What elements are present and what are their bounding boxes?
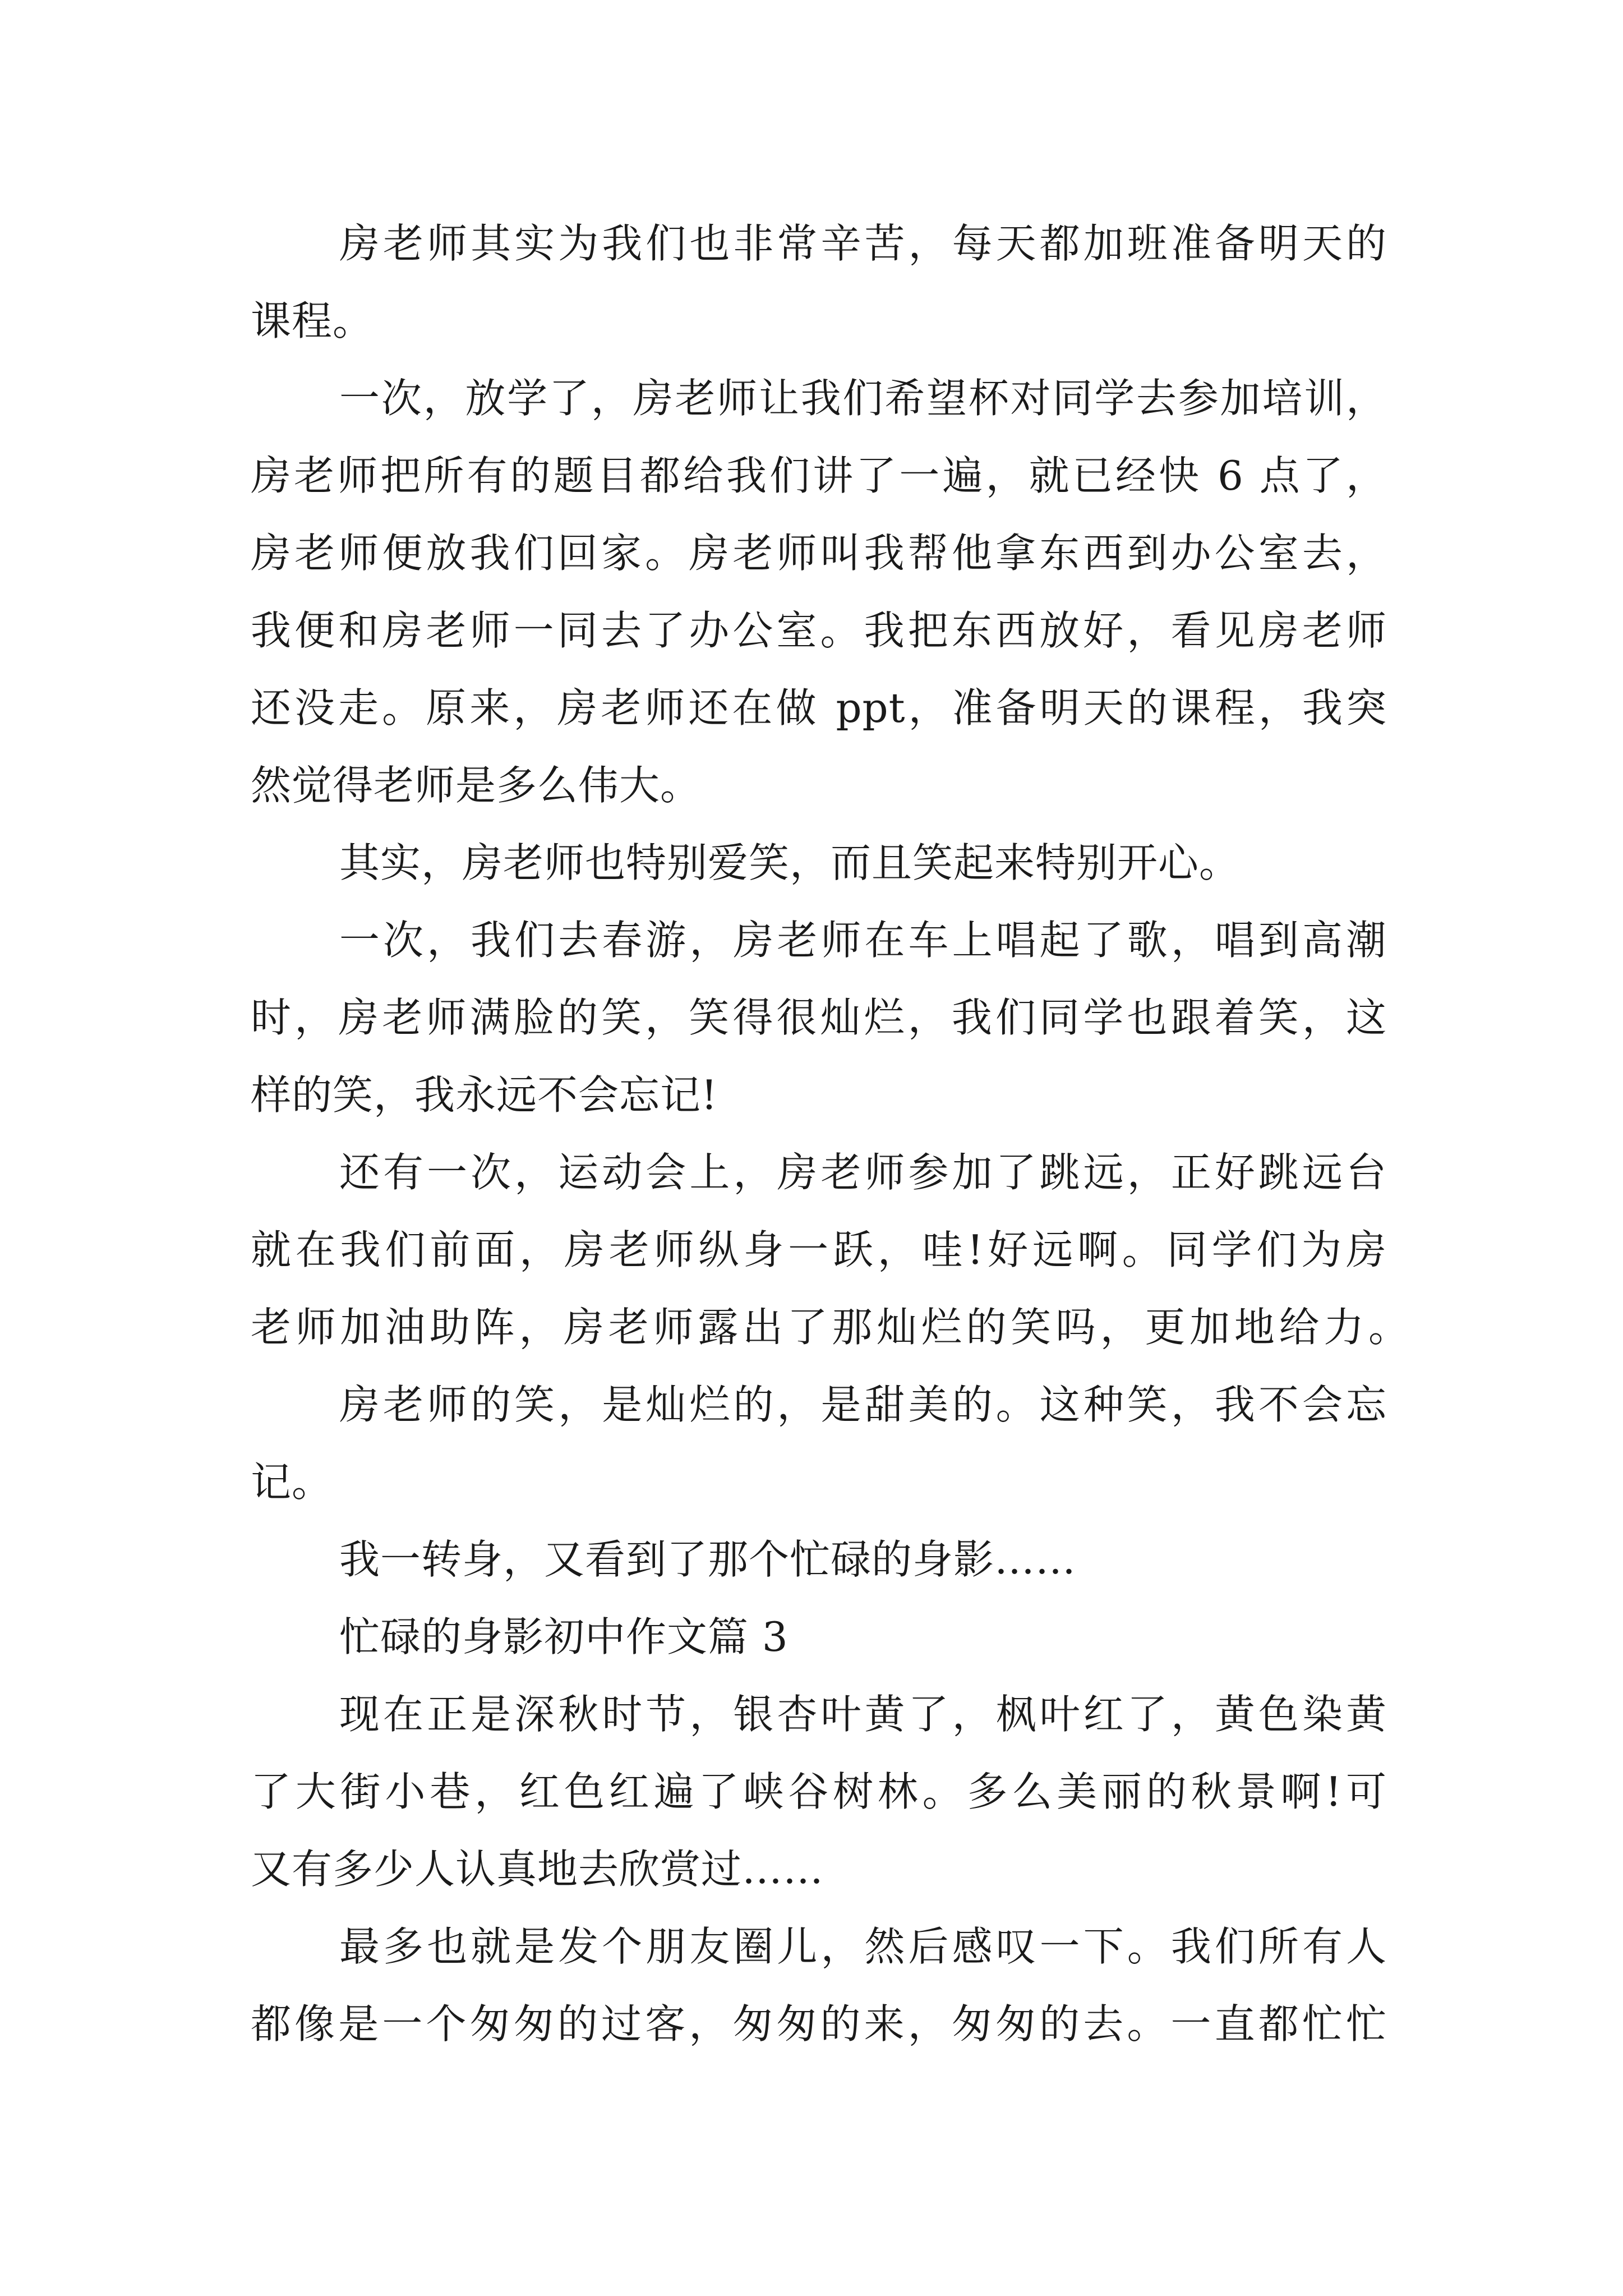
text-line: 我一转身，又看到了那个忙碌的身影…… (339, 1536, 1077, 1583)
paragraph (251, 1676, 1387, 1908)
text-line: 房老师把所有的题目都给我们讲了一遍，就已经快 6 点了， (251, 452, 1387, 499)
text-line: 课程。 (251, 297, 374, 344)
text-line: 时，房老师满脸的笑，笑得很灿烂，我们同学也跟着笑，这 (251, 994, 1387, 1041)
text-line: 还有一次，运动会上，房老师参加了跳远，正好跳远台 (339, 1149, 1387, 1196)
text-line: 就在我们前面，房老师纵身一跃，哇!好远啊。同学们为房 (251, 1226, 1387, 1273)
text-line: 一次，放学了，房老师让我们希望杯对同学去参加培训， (339, 375, 1387, 422)
text-line: 房老师的笑，是灿烂的，是甜美的。这种笑，我不会忘 (339, 1381, 1387, 1428)
text-line: 现在正是深秋时节，银杏叶黄了，枫叶红了，黄色染黄 (339, 1691, 1387, 1738)
text-line: 然觉得老师是多么伟大。 (251, 762, 702, 809)
paragraph (251, 901, 1387, 1134)
text-line: 房老师便放我们回家。房老师叫我帮他拿东西到办公室去， (251, 530, 1387, 577)
text-line: 还没走。原来，房老师还在做 ppt，准备明天的课程，我突 (251, 684, 1387, 731)
text-line: 其实，房老师也特别爱笑，而且笑起来特别开心。 (339, 839, 1241, 886)
text-line: 记。 (251, 1458, 333, 1506)
text-line: 房老师其实为我们也非常辛苦，每天都加班准备明天的 (339, 220, 1387, 267)
text-line: 了大街小巷，红色红遍了峡谷树林。多么美丽的秋景啊!可 (251, 1768, 1387, 1815)
paragraph (251, 1908, 1387, 2063)
text-line: 最多也就是发个朋友圈儿，然后感叹一下。我们所有人 (339, 1923, 1387, 1970)
text-line: 又有多少人认真地去欣赏过…… (251, 1846, 824, 1893)
paragraph (251, 360, 1387, 824)
paragraph (251, 1366, 1387, 1521)
text-line: 我便和房老师一同去了办公室。我把东西放好，看见房老师 (251, 607, 1387, 654)
text-line: 都像是一个匆匆的过客，匆匆的来，匆匆的去。一直都忙忙 (251, 2000, 1387, 2047)
document-body (251, 205, 1409, 2063)
text-line: 老师加油助阵，房老师露出了那灿烂的笑吗，更加地给力。 (251, 1304, 1409, 1351)
section-heading: 忙碌的身影初中作文篇 3 (339, 1613, 789, 1660)
paragraph (251, 205, 1387, 360)
paragraph (251, 1134, 1409, 1366)
text-line: 样的笑，我永远不会忘记! (251, 1071, 718, 1119)
paragraph (251, 824, 1387, 901)
paragraph (251, 1521, 1387, 1598)
text-line: 一次，我们去春游，房老师在车上唱起了歌，唱到高潮 (339, 917, 1387, 964)
